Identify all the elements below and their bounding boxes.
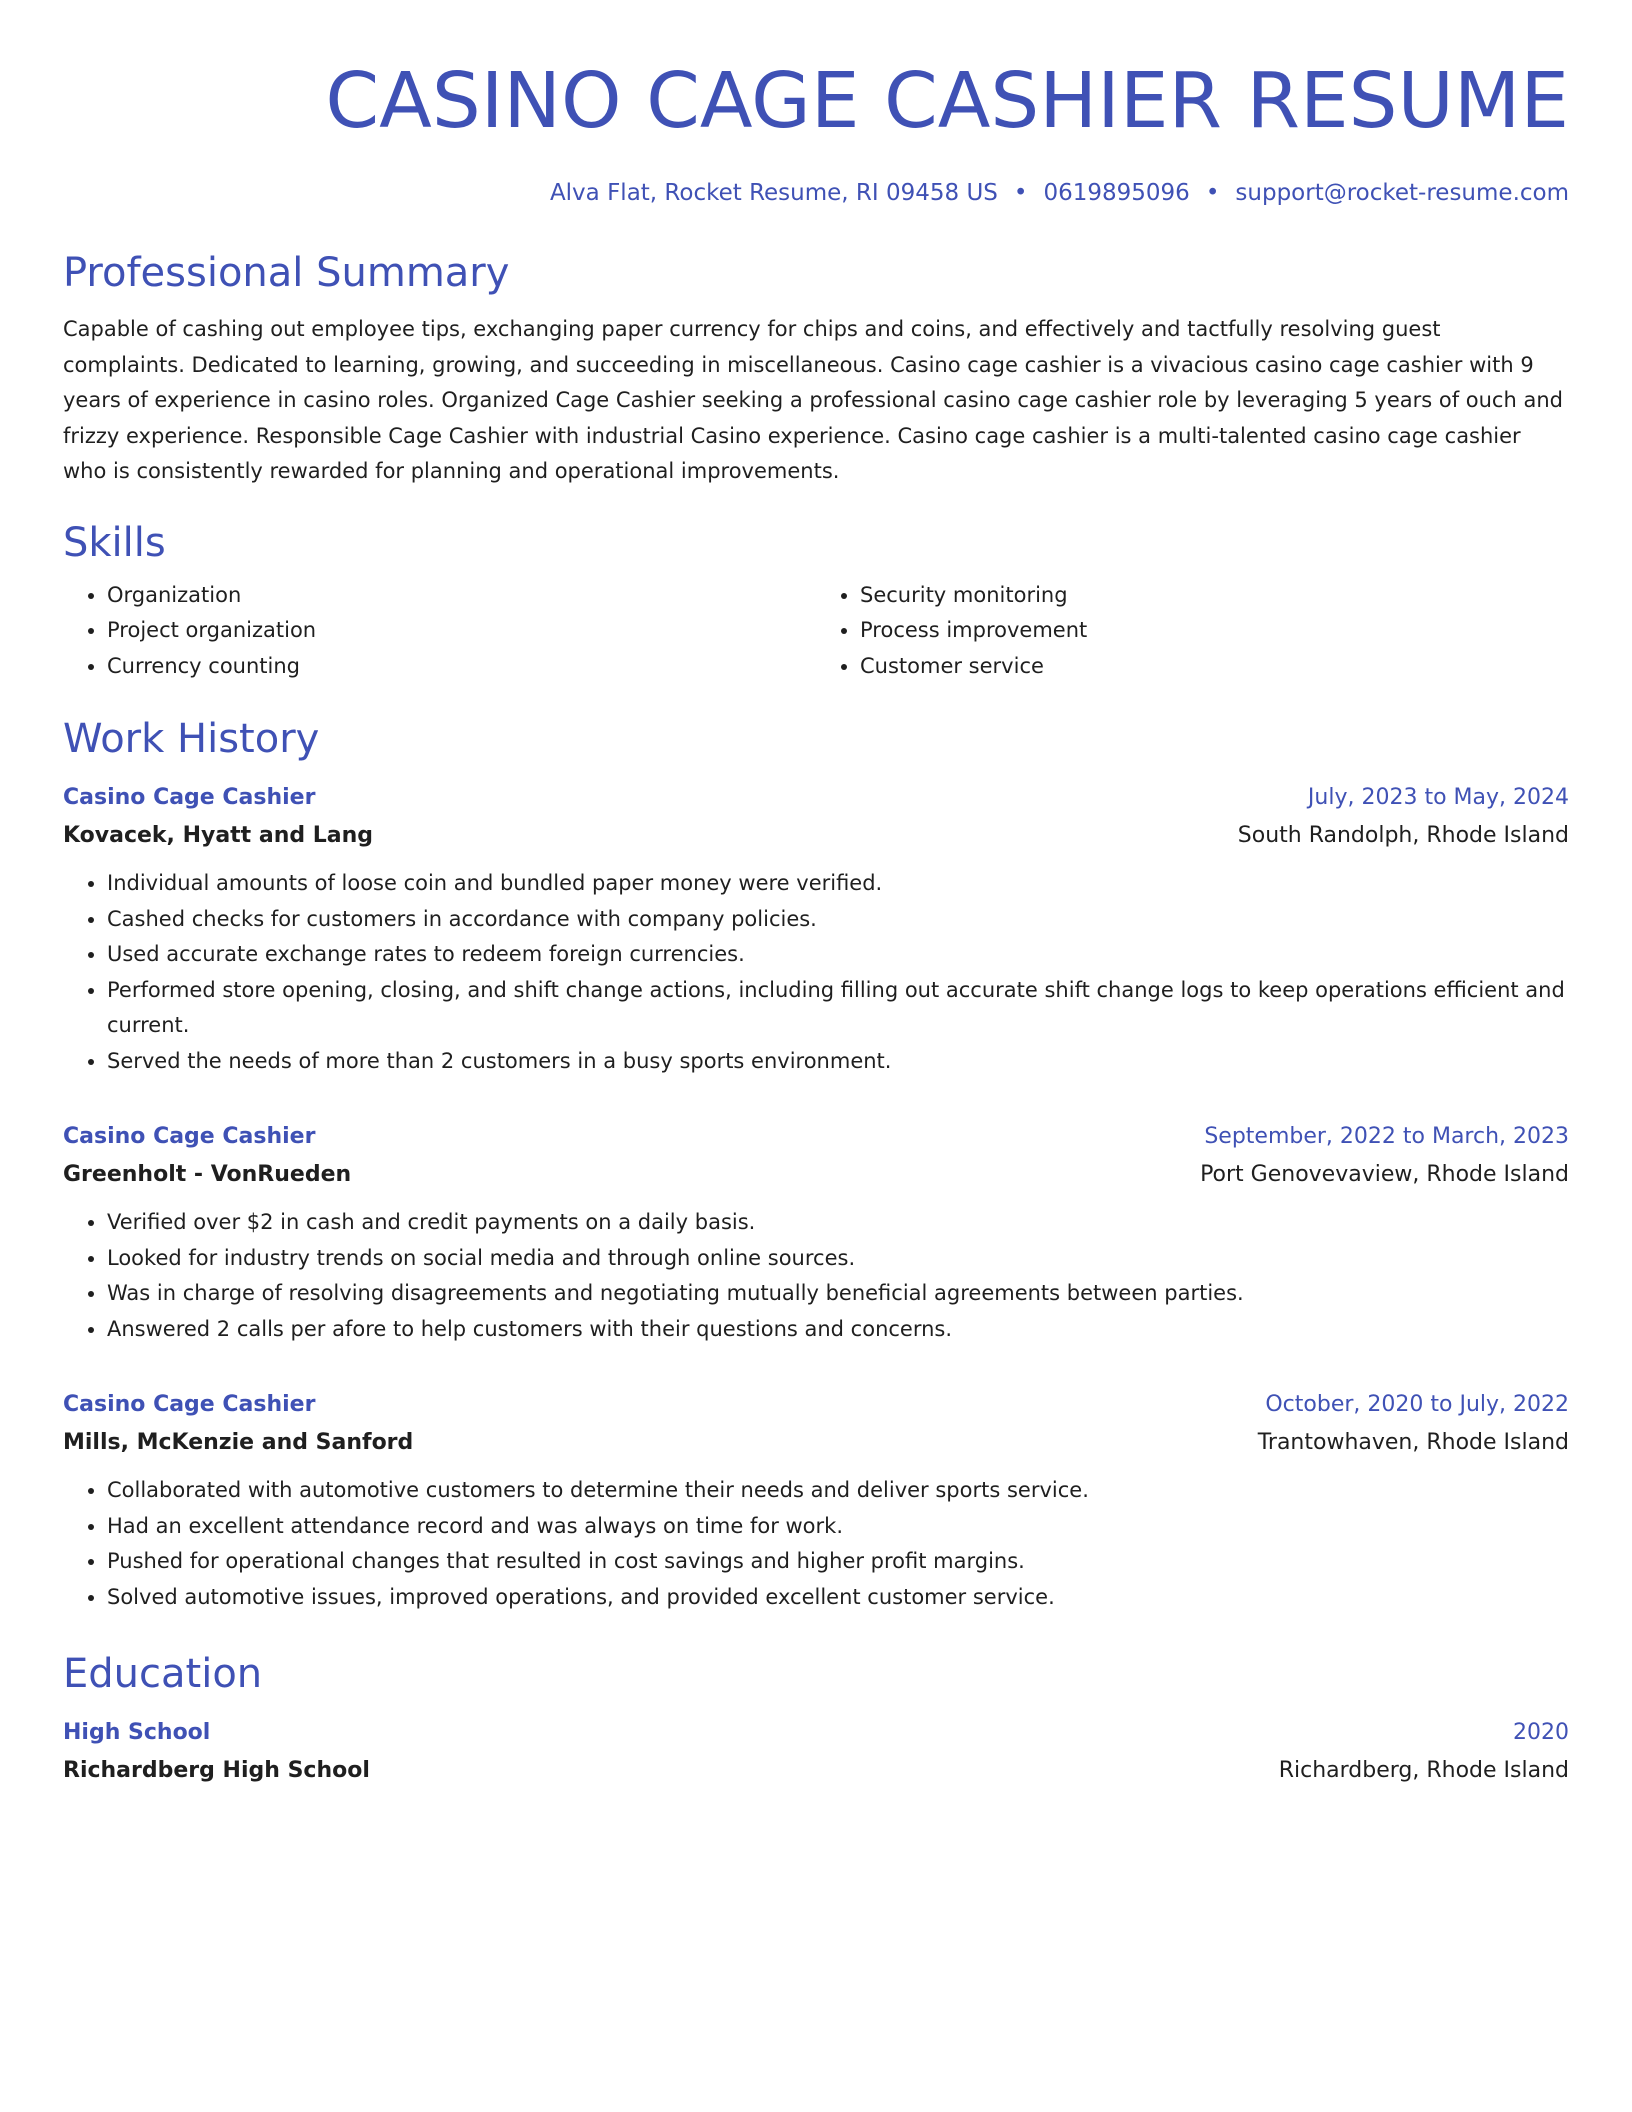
skill-item: • Currency counting [107,649,816,685]
summary-text: Capable of cashing out employee tips, exchanging paper currency for chips and coins, and effectively and tactfully resolving guest complaints. Dedicated to learning, growing, and succeeding in miscellaneous. Casino cage cashier is a vivacious casino cage cashier with 9 years of experience in casino roles. Organized Cage Cashier seeking a professional casino cage cashier role by leveraging 5 years of ouch and frizzy experience. Responsible Cage Cashier with industrial Casino experience. Casino cage cashier is a multi-talented casino cage cashier who is consistently rewarded for planning and operational improvements. [63,317,1563,483]
job-bullet: • Looked for industry trends on social media and through online sources. [107,1241,1569,1277]
job-bullet: • Was in charge of resolving disagreements and negotiating mutually beneficial agreements between parties. [107,1276,1569,1312]
job-title: Casino Cage Cashier [63,785,316,810]
job-entry [63,1119,1569,1347]
job-company-row [63,1423,1569,1463]
job-bullet: • Performed store opening, closing, and shift change actions, including filling out accurate shift change logs to keep operations efficient and current. [107,973,1569,1044]
skills-list-right [816,578,1569,685]
contact-address: Alva Flat, Rocket Resume, RI 09458 US [549,180,998,206]
job-entry [63,780,1569,1079]
job-bullets [63,1205,1569,1347]
job-bullet: • Collaborated with automotive customers to determine their needs and deliver sports service. [107,1473,1569,1509]
skills-grid [63,578,1569,685]
resume-header [63,52,1569,208]
job-title-row [63,780,1569,816]
job-entry [63,1387,1569,1615]
job-bullets [63,866,1569,1079]
skills-section [63,518,1569,685]
skills-list-left [63,578,816,685]
job-title-row [63,1387,1569,1423]
job-location: South Randolph, Rhode Island [1237,823,1569,848]
education-degree-row [63,1715,1569,1751]
work-history-heading: Work History [63,716,320,762]
skills-heading: Skills [63,519,166,566]
job-title: Casino Cage Cashier [63,1392,316,1417]
education-year: 2020 [1513,1720,1569,1745]
education-heading: Education [63,1651,263,1697]
job-company: Mills, McKenzie and Sanford [63,1430,414,1455]
job-bullet: • Pushed for operational changes that resulted in cost savings and higher profit margins. [107,1544,1569,1580]
skill-item: • Project organization [107,613,816,649]
job-location: Port Genovevaview, Rhode Island [1200,1162,1569,1187]
job-dates: October, 2020 to July, 2022 [1265,1392,1569,1417]
skill-item: • Organization [107,578,816,614]
job-bullet: • Used accurate exchange rates to redeem foreign currencies. [107,937,1569,973]
job-company: Greenholt - VonRueden [63,1162,352,1187]
skill-item: • Customer service [860,649,1569,685]
job-bullet: • Answered 2 calls per afore to help customers with their questions and concerns. [107,1312,1569,1348]
education-location: Richardberg, Rhode Island [1278,1758,1569,1783]
skill-item: • Process improvement [860,613,1569,649]
work-history-section [63,714,1569,1615]
job-dates: July, 2023 to May, 2024 [1307,785,1569,810]
contact-separator: • [1205,180,1220,206]
contact-phone: 0619895096 [1043,180,1190,206]
job-location: Trantowhaven, Rhode Island [1257,1430,1569,1455]
job-bullet: • Served the needs of more than 2 customers in a busy sports environment. [107,1044,1569,1080]
education-section [63,1649,1569,1791]
skill-item: • Security monitoring [860,578,1569,614]
job-bullets [63,1473,1569,1615]
job-company: Kovacek, Hyatt and Lang [63,823,374,848]
contact-separator: • [1013,180,1028,206]
job-bullet: • Cashed checks for customers in accordance with company policies. [107,902,1569,938]
education-school-row [63,1751,1569,1791]
job-bullet: • Individual amounts of loose coin and bundled paper money were verified. [107,866,1569,902]
job-bullet: • Verified over $2 in cash and credit payments on a daily basis. [107,1205,1569,1241]
job-bullet: • Had an excellent attendance record and was always on time for work. [107,1509,1569,1545]
contact-line [63,178,1569,208]
education-degree: High School [63,1720,211,1745]
summary-heading: Professional Summary [63,250,510,296]
contact-email: support@rocket-resume.com [1235,180,1569,206]
summary-section [63,248,1569,490]
job-company-row [63,1155,1569,1195]
education-school: Richardberg High School [63,1758,370,1783]
education-entry [63,1715,1569,1791]
resume-title: CASINO CAGE CASHIER RESUME [325,57,1569,146]
job-bullet: • Solved automotive issues, improved operations, and provided excellent customer service. [107,1580,1569,1616]
job-title-row [63,1119,1569,1155]
job-company-row [63,816,1569,856]
job-title: Casino Cage Cashier [63,1124,316,1149]
job-dates: September, 2022 to March, 2023 [1204,1124,1569,1149]
